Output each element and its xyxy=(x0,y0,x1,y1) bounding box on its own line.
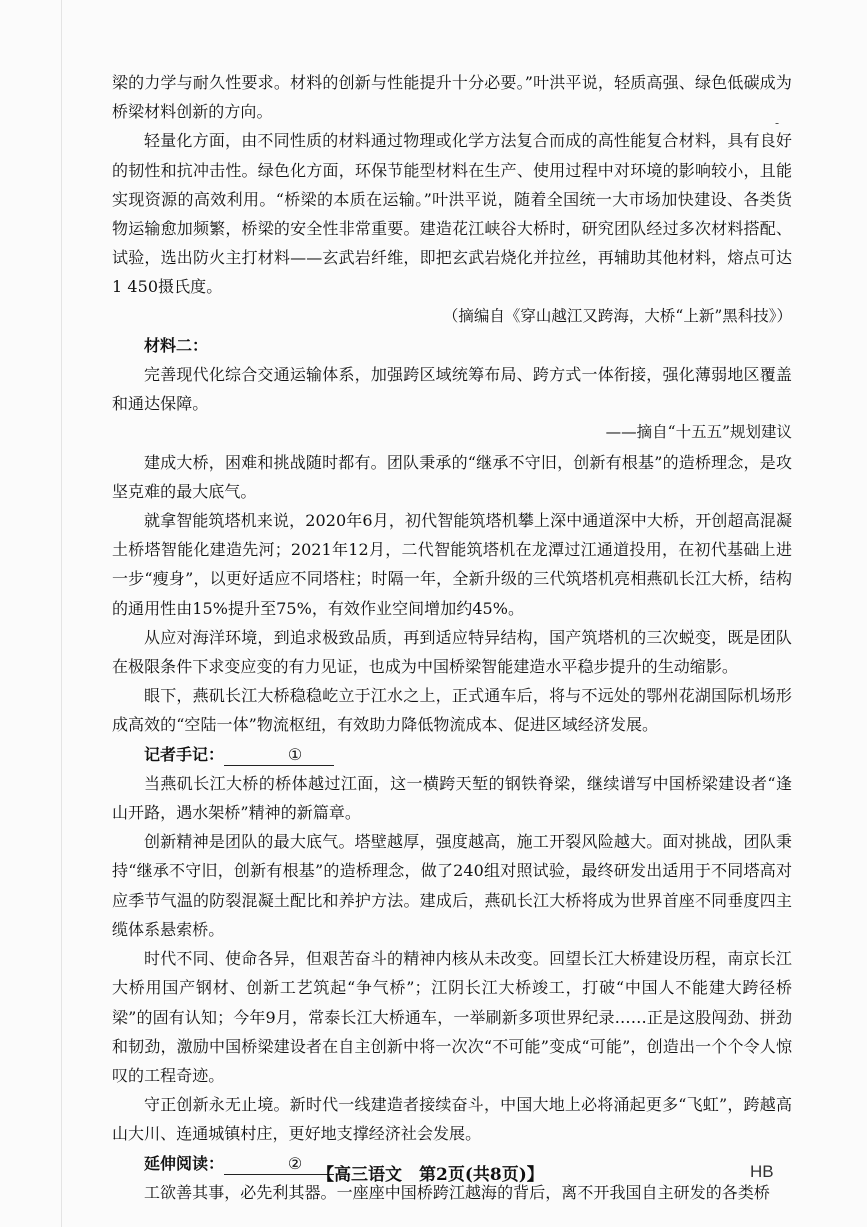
page-footer xyxy=(0,1160,867,1190)
paragraph-three-transformations: 从应对海洋环境，到追求极致品质，再到适应特异结构，国产筑塔机的三次蜕变，既是团队在极限条件下求变应变的有力见证，也成为中国桥梁智能建造水平稳步提升的生动缩影。 xyxy=(112,627,792,677)
paragraph-notes-3: 时代不同、使命各异，但艰苦奋斗的精神内核从未改变。回望长江大桥建设历程，南京长江大桥用国产钢材、创新工艺筑起“争气桥”；江阴长江大桥竣工，打破“中国人不能建大跨径桥梁”的固有认知；今年9月，常泰长江大桥通车，一举刷新多项世界纪录……正是这股闯劲、拼劲和韧劲，激励中国桥梁建设者在自主创新中将一次次“不可能”变成“可能”，创造出一个个令人惊叹的工程奇迹。 xyxy=(112,949,792,1085)
paragraph-challenges: 建成大桥，困难和挑战随时都有。团队秉承的“继承不守旧，创新有根基”的造桥理念，是攻坚克难的最大底气。 xyxy=(112,452,792,501)
blank-2: ② xyxy=(224,1154,334,1175)
stray-mark: - xyxy=(775,116,780,130)
extended-reading-label: 延伸阅读： xyxy=(144,1153,225,1173)
material-two-label: 材料二： xyxy=(144,335,209,355)
paragraph-notes-2: 创新精神是团队的最大底气。塔壁越厚，强度越高，施工开裂风险越大。面对挑战，团队秉持“继承不守旧，创新有根基”的造桥理念，做了240组对照试验，最终研发出适用于不同塔高对应季节气温的防裂混凝土配比和养护方法。建成后，燕矶长江大桥将成为世界首座不同垂度四主缆体系悬索桥。 xyxy=(112,832,792,939)
paragraph-notes-4: 守正创新永无止境。新时代一线建造者接续奋斗，中国大地上必将涌起更多“飞虹”，跨越高山大川、连通城镇村庄，更好地支撑经济社会发展。 xyxy=(112,1095,792,1144)
paragraph-continued: 梁的力学与耐久性要求。材料的创新与性能提升十分必要。”叶洪平说，轻质高强、绿色低碳成为桥梁材料创新的方向。 xyxy=(112,73,792,122)
page-content xyxy=(112,68,792,1207)
paragraph-notes-1: 当燕矶长江大桥的桥体越过江面，这一横跨天堑的钢铁脊梁，继续谱写中国桥梁建设者“逢山开路，遇水架桥”精神的新篇章。 xyxy=(112,773,792,823)
reporter-notes-heading xyxy=(112,740,792,769)
paragraph-tower-machine: 就拿智能筑塔机来说，2020年6月，初代智能筑塔机攀上深中通道深中大桥，开创超高混凝土桥塔智能化建造先河；2021年12月，二代智能筑塔机在龙潭过江通道投用，在初代基础上进一步“瘦身”，以更好适应不同塔柱；时隔一年，全新升级的三代筑塔机亮相燕矶长江大桥，结构的通用性由15%提升至75%，有效作业空间增加约45%。 xyxy=(112,511,792,618)
reporter-notes-label: 记者手记： xyxy=(144,744,225,764)
paragraph-materials-lightweight: 轻量化方面，由不同性质的材料通过物理或化学方法复合而成的高性能复合材料，具有良好的韧性和抗冲击性。绿色化方面，环保节能型材料在生产、使用过程中对环境的影响较小，且能实现资源的高效利用。“桥梁的本质在运输。”叶洪平说，随着全国统一大市场加快建设、各类货物运输愈加频繁，桥梁的安全性非常重要。建造花江峡谷大桥时，研究团队经过多次材料搭配、试验，选出防火主打材料——玄武岩纤维，即把玄武岩烧化并拉丝，再辅助其他材料，熔点可达1 450摄氏度。 xyxy=(112,131,792,297)
blank-1: ① xyxy=(224,745,334,766)
paragraph-extended-reading: 工欲善其事，必先利其器。一座座中国桥跨江越海的背后，离不开我国自主研发的各类桥 xyxy=(144,1182,770,1202)
source-citation-2: ——摘自“十五五”规划建议 xyxy=(605,423,792,442)
paragraph-yanji-bridge: 眼下，燕矶长江大桥稳稳屹立于江水之上，正式通车后，将与不远处的鄂州花湖国际机场形成高效的“空陆一体”物流枢纽，有效助力降低物流成本、促进区域经济发展。 xyxy=(112,686,792,735)
source-citation-1: （摘编自《穿山越江又跨海，大桥“上新”黑科技》） xyxy=(442,306,792,325)
page-edge-line xyxy=(61,0,62,1227)
paragraph-plan-quote: 完善现代化综合交通运输体系，加强跨区域统筹布局、跨方式一体衔接，强化薄弱地区覆盖和通达保障。 xyxy=(112,365,792,414)
footer-page-info: 【高三语文 第2页(共8页)】 xyxy=(317,1165,544,1185)
footer-code: HB xyxy=(750,1162,774,1181)
